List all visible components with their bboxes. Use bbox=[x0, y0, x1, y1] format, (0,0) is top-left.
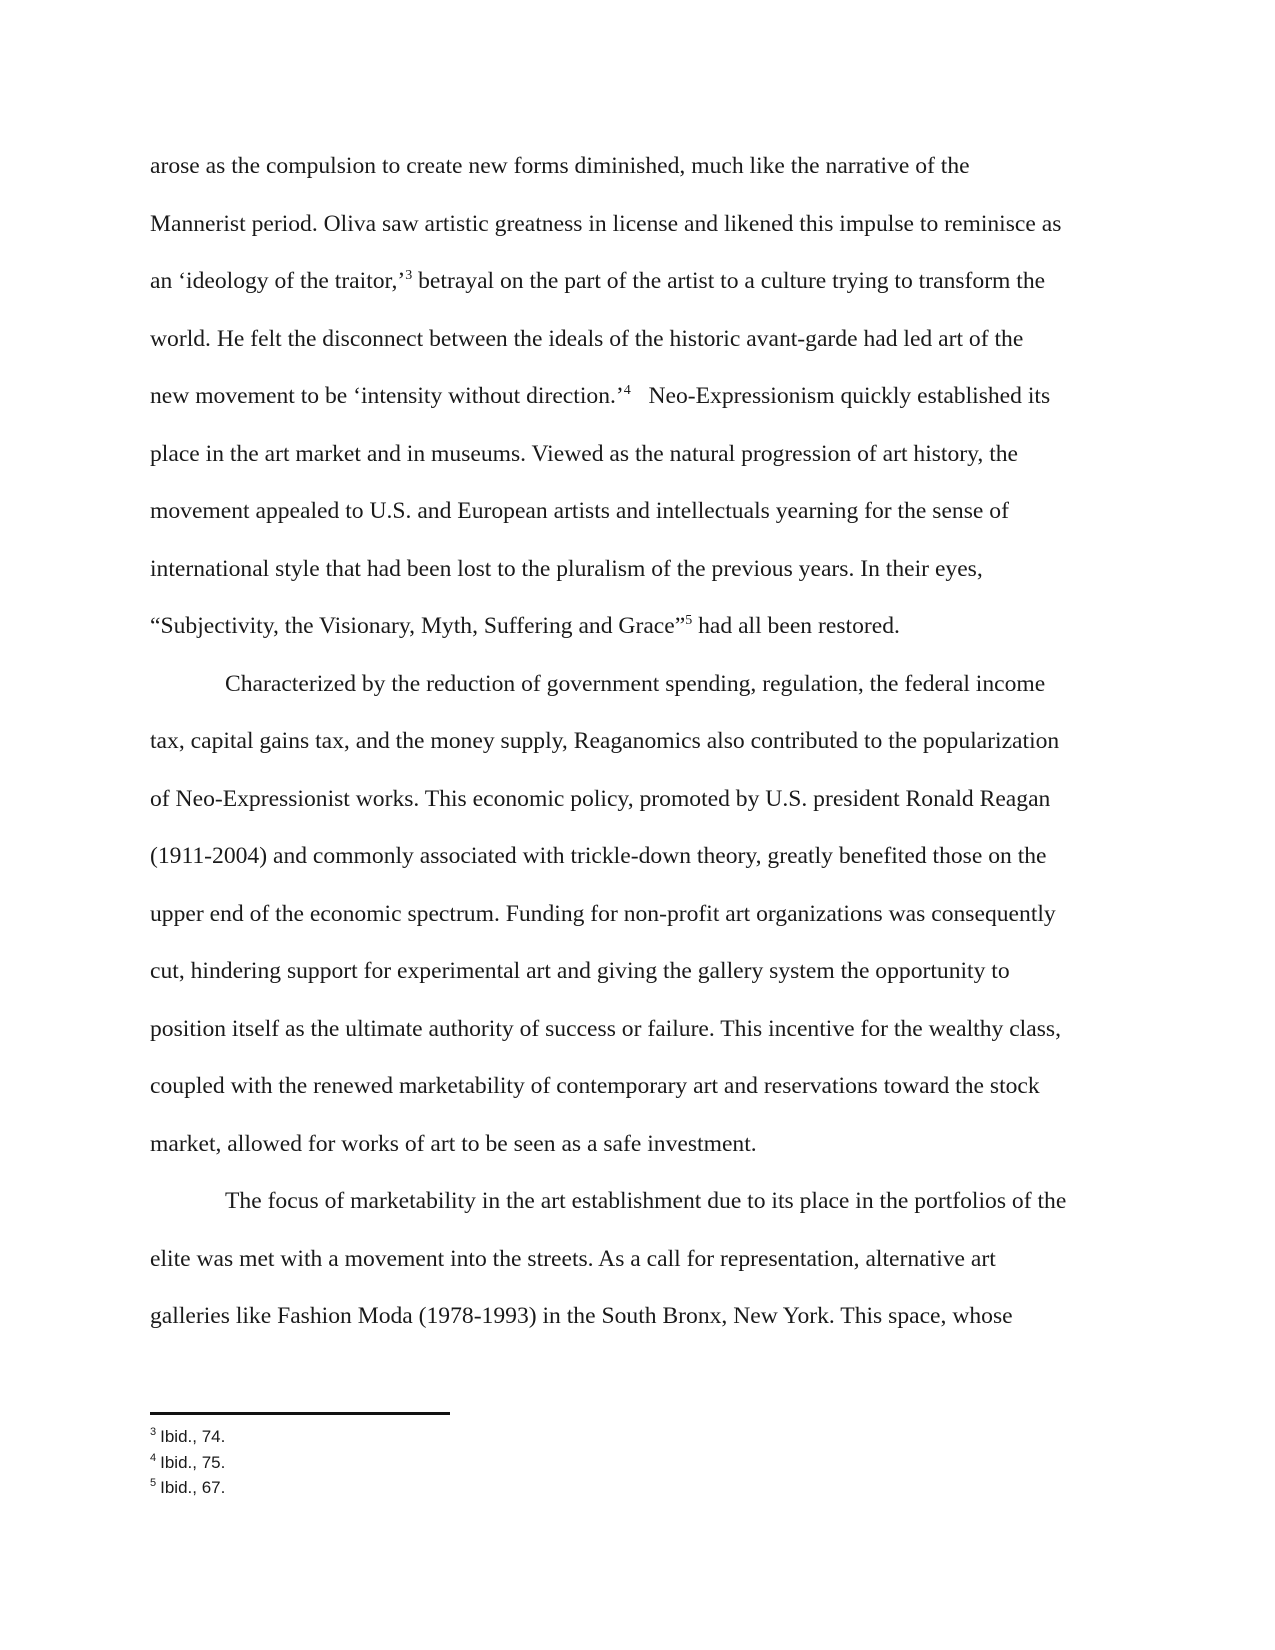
text-span: coupled with the renewed marketability of contemporary art and reservations toward the stock bbox=[150, 1073, 1040, 1099]
text-span: world. He felt the disconnect between the ideals of the historic avant-garde had led art of the bbox=[150, 325, 1024, 352]
text-span: position itself as the ultimate authority of success or failure. This incentive for the wealthy class, bbox=[150, 1015, 1061, 1042]
text-span: new movement to be ‘intensity without direction.’ bbox=[150, 383, 624, 409]
text-span: arose as the compulsion to create new forms diminished, much like the narrative of the bbox=[150, 153, 970, 179]
text-span: tax, capital gains tax, and the money supply, Reaganomics also contributed to the popularization bbox=[150, 728, 1060, 754]
footnote-5 bbox=[150, 1475, 225, 1501]
text-line bbox=[150, 253, 1135, 311]
text-line bbox=[150, 368, 1135, 426]
footnote-4 bbox=[150, 1450, 225, 1476]
text-span: movement appealed to U.S. and European artists and intellectuals yearning for the sense of bbox=[150, 498, 1009, 524]
text-line bbox=[150, 1116, 1135, 1174]
text-span: of Neo-Expressionist works. This economic policy, promoted by U.S. president Ronald Reagan bbox=[150, 785, 1051, 812]
text-line bbox=[150, 1001, 1135, 1059]
text-line bbox=[150, 483, 1135, 541]
text-span: (1911-2004) and commonly associated with trickle-down theory, greatly benefited those on the bbox=[150, 843, 1047, 869]
text-line bbox=[150, 886, 1135, 944]
footnote-number: 3 bbox=[150, 1426, 157, 1438]
text-line bbox=[150, 828, 1135, 886]
text-line bbox=[150, 1288, 1135, 1346]
footnote-text: Ibid., 67. bbox=[160, 1478, 226, 1497]
text-span: betrayal on the part of the artist to a culture trying to transform the bbox=[412, 268, 1046, 294]
text-line bbox=[150, 771, 1135, 829]
text-line bbox=[150, 598, 1135, 656]
text-line bbox=[150, 713, 1135, 771]
footnote-number: 5 bbox=[150, 1477, 157, 1489]
text-span: Mannerist period. Oliva saw artistic greatness in license and likened this impulse to reminisce as bbox=[150, 210, 1062, 237]
footnote-text: Ibid., 75. bbox=[160, 1452, 226, 1472]
paragraph-first-line bbox=[150, 1173, 1135, 1231]
text-line bbox=[150, 943, 1135, 1001]
footnote-ref-4: 4 bbox=[623, 383, 631, 398]
footnote-3 bbox=[150, 1424, 225, 1450]
text-span: international style that had been lost to the pluralism of the previous years. In their eyes, bbox=[150, 555, 983, 582]
footnote-ref-5: 5 bbox=[685, 613, 693, 628]
text-span: an ‘ideology of the traitor,’ bbox=[150, 268, 406, 294]
text-span: Characterized by the reduction of government spending, regulation, the federal income bbox=[225, 670, 1046, 697]
text-span: cut, hindering support for experimental art and giving the gallery system the opportunity to bbox=[150, 958, 1010, 984]
text-span: elite was met with a movement into the streets. As a call for representation, alternative art bbox=[150, 1245, 996, 1272]
footnote-number: 4 bbox=[150, 1451, 157, 1464]
text-span: had all been restored. bbox=[692, 613, 900, 639]
paragraph-first-line bbox=[150, 656, 1135, 714]
text-line bbox=[150, 311, 1135, 369]
text-line bbox=[150, 1231, 1135, 1289]
text-span: Neo-Expressionism quickly established its bbox=[630, 383, 1051, 409]
text-line bbox=[150, 196, 1135, 254]
text-line bbox=[150, 1058, 1135, 1116]
text-line bbox=[150, 138, 1135, 196]
text-line bbox=[150, 426, 1135, 484]
footnote-ref-3: 3 bbox=[405, 268, 413, 283]
text-span: market, allowed for works of art to be seen as a safe investment. bbox=[150, 1130, 757, 1157]
text-span: “Subjectivity, the Visionary, Myth, Suffering and Grace” bbox=[150, 613, 686, 639]
body-text bbox=[150, 138, 1135, 1346]
footnote-separator bbox=[150, 1412, 450, 1415]
text-span: place in the art market and in museums. Viewed as the natural progression of art history, the bbox=[150, 440, 1019, 467]
footnote-text: Ibid., 74. bbox=[160, 1427, 226, 1446]
text-span: galleries like Fashion Moda (1978-1993) in the South Bronx, New York. This space, whose bbox=[150, 1303, 1013, 1329]
text-span: The focus of marketability in the art establishment due to its place in the portfolios of the bbox=[225, 1188, 1067, 1214]
text-span: upper end of the economic spectrum. Funding for non-profit art organizations was consequently bbox=[150, 900, 1056, 927]
text-line bbox=[150, 541, 1135, 599]
footnotes bbox=[150, 1424, 225, 1501]
